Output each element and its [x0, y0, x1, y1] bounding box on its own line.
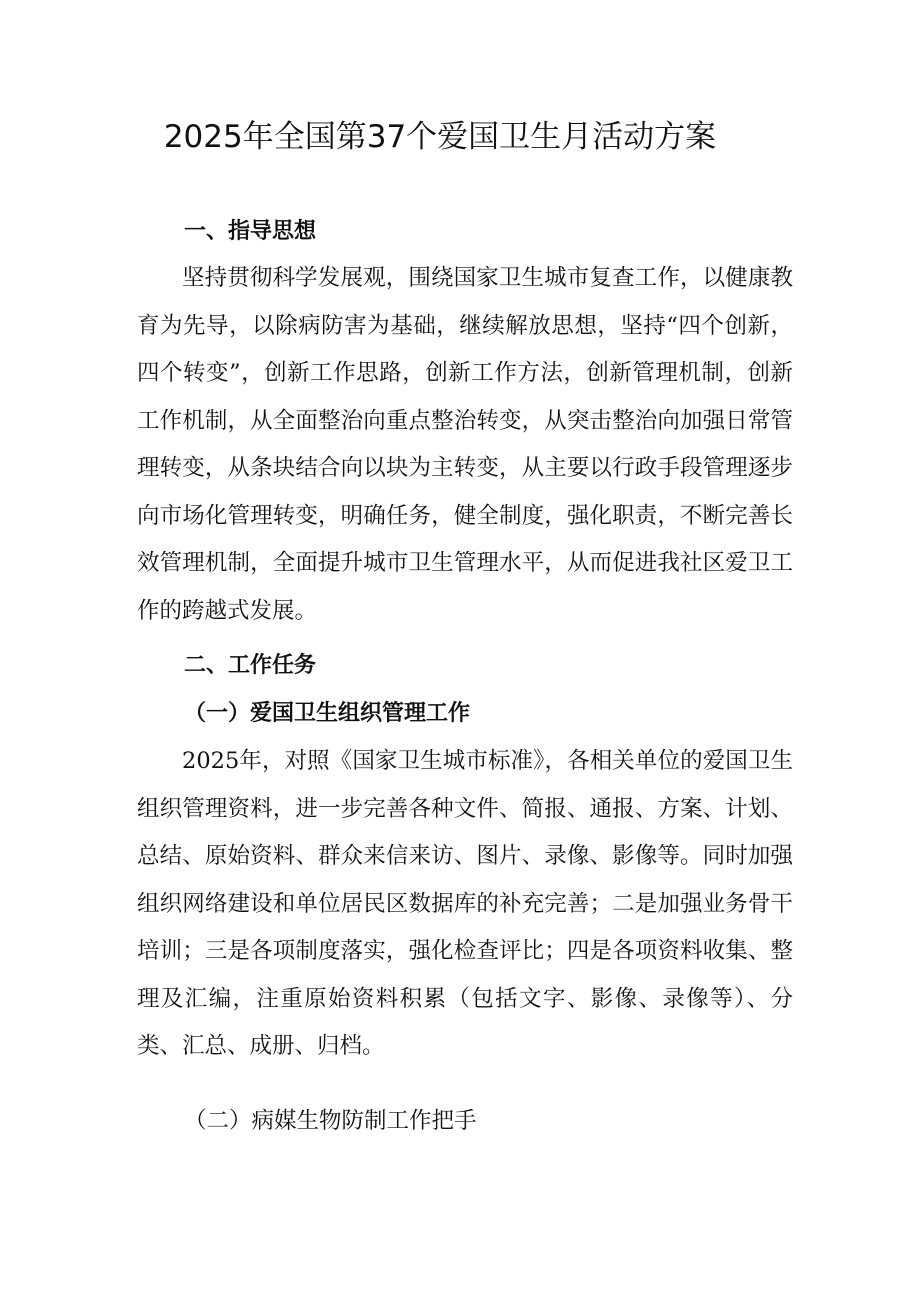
section-heading-work-tasks: 二、工作任务: [184, 653, 317, 678]
subsection-heading-vector-control: （二）病媒生物防制工作把手: [184, 1108, 477, 1134]
section-heading-guiding-ideology: 一、指导思想: [184, 219, 317, 244]
section-paragraph-guiding-ideology: 坚持贯彻科学发展观，围绕国家卫生城市复查工作，以健康教育为先导，以除病防害为基础，继续解放思想，坚持“四个创新，四个转变”，创新工作思路，创新工作方法，创新管理机制，创新工作机制，从全面整治向重点整治转变，从突击整治向加强日常管理转变，从条块结合向以块为主转变，从主要以行政手段管理逐步向市场化管理转变，明确任务，健全制度，强化职责，不断完善长效管理机制，全面提升城市卫生管理水平，从而促进我社区爱卫工作的跨越式发展。: [137, 265, 793, 624]
subsection-paragraph-organization-management: 2025年，对照《国家卫生城市标准》，各相关单位的爱国卫生组织管理资料，进一步完善各种文件、简报、通报、方案、计划、总结、原始资料、群众来信来访、图片、录像、影像等。同时加强组织网络建设和单位居民区数据库的补充完善；二是加强业务骨干培训；三是各项制度落实，强化检查评比；四是各项资料收集、整理及汇编，注重原始资料积累（包括文字、影像、录像等）、分类、汇总、成册、归档。: [137, 748, 793, 1059]
subsection-heading-organization-management: （一）爱国卫生组织管理工作: [184, 701, 471, 726]
document-title: 2025年全国第37个爱国卫生月活动方案: [163, 119, 717, 155]
